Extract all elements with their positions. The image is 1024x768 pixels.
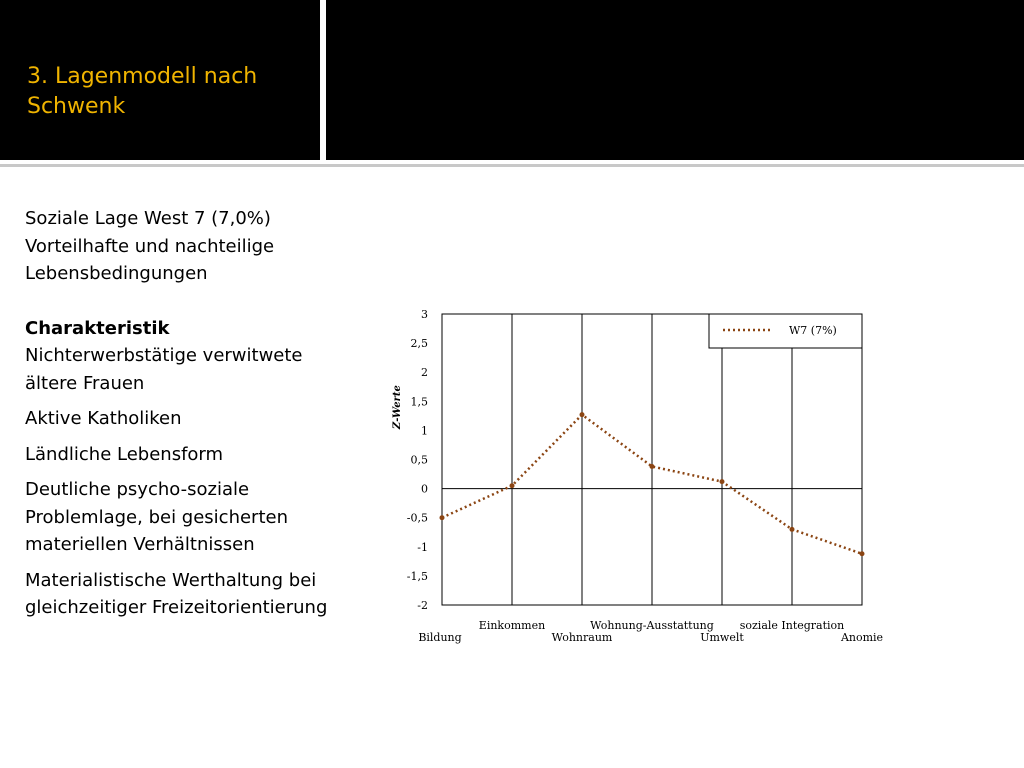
legend-label: W7 (7%) (789, 324, 837, 337)
characteristic-item-3: Ländliche Lebensform (25, 443, 224, 465)
z-values-line-chart (385, 300, 905, 660)
x-category-label: Anomie (840, 631, 884, 644)
y-axis-label: Z-Werte (392, 385, 403, 430)
slide-title: 3. Lagenmodell nach Schwenk (27, 64, 258, 119)
y-tick-label: 0,5 (410, 453, 428, 467)
x-category-label: Wohnraum (551, 631, 613, 644)
y-tick-label: 1,5 (410, 395, 428, 409)
y-tick-label: -2 (417, 599, 428, 612)
data-point (580, 412, 585, 417)
body-text (25, 205, 345, 622)
data-point (720, 479, 725, 484)
characteristic-item-4: Deutliche psycho-soziale Problemlage, bei gesicherten materiellen Verhältnissen (25, 479, 288, 555)
y-tick-label: 2,5 (410, 337, 428, 351)
y-tick-label: 1 (421, 424, 428, 438)
x-category-label: Bildung (418, 631, 462, 644)
data-point (650, 464, 655, 469)
social-position-line: Soziale Lage West 7 (7,0%) (25, 208, 271, 229)
y-tick-label: 2 (421, 366, 428, 380)
header-panel (326, 0, 1024, 160)
data-point (510, 483, 515, 488)
x-category-label: Wohnung-Ausstattung (590, 619, 714, 632)
data-point (790, 527, 795, 532)
characteristic-item-2: Aktive Katholiken (25, 408, 182, 429)
x-category-label: soziale Integration (739, 619, 845, 632)
characteristic-heading: Charakteristik (25, 317, 170, 339)
y-tick-label: -1,5 (406, 569, 428, 583)
y-tick-label: 3 (421, 308, 428, 321)
header-divider (0, 164, 1024, 167)
y-tick-label: -0,5 (406, 511, 428, 525)
data-point (440, 515, 445, 520)
data-point (860, 551, 865, 556)
x-category-label: Einkommen (478, 619, 546, 632)
y-tick-label: 0 (421, 482, 428, 496)
legend-box (709, 314, 862, 348)
characteristic-item-1: Nichterwerbstätige verwitwete ältere Frauen (25, 345, 303, 394)
characteristic-item-5: Materialistische Werthaltung bei gleichzeitiger Freizeitorientierung (25, 569, 328, 618)
x-category-label: Umwelt (700, 631, 744, 644)
conditions-line: Vorteilhafte und nachteilige Lebensbedingungen (25, 235, 275, 284)
y-tick-label: -1 (417, 540, 428, 554)
